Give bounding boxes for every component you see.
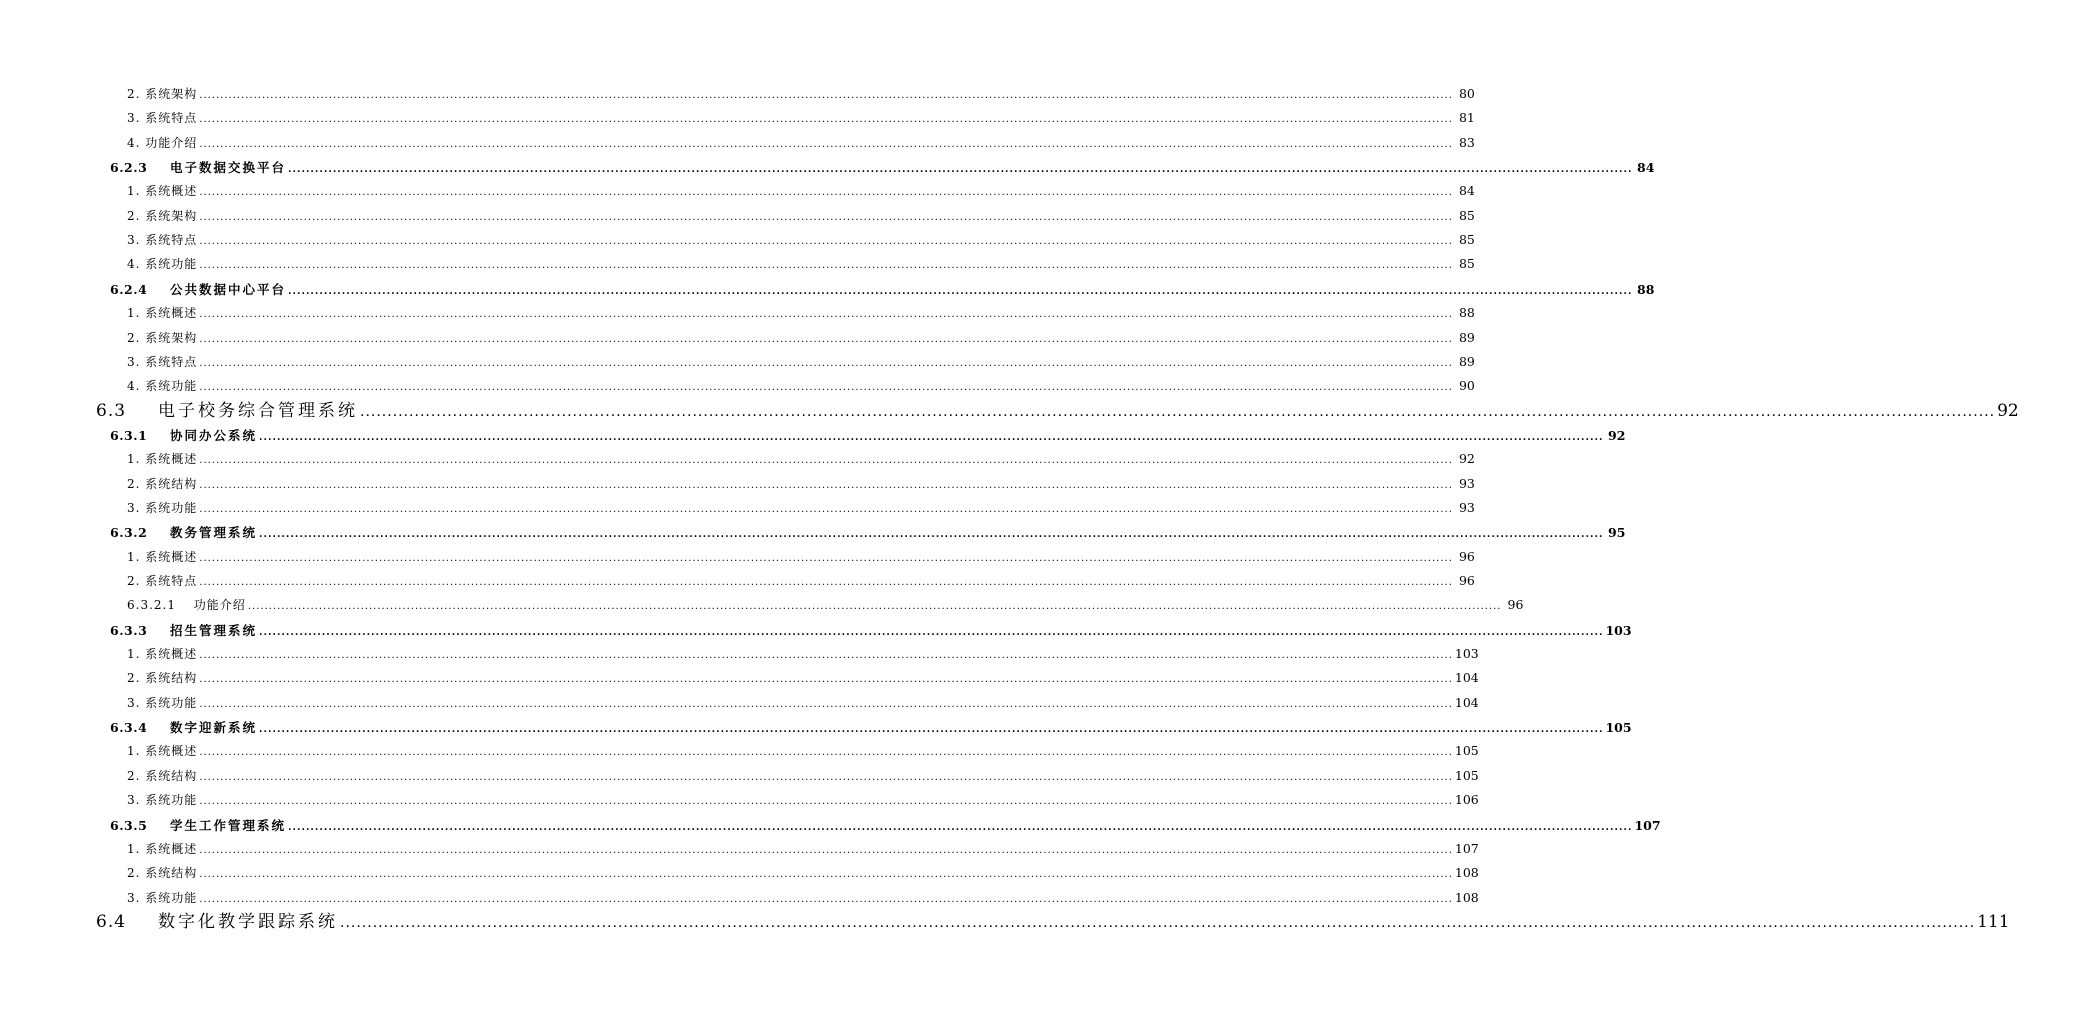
toc-page-number: 83 [1458, 134, 1475, 150]
toc-entry-label: 3. 系统功能 [127, 793, 198, 808]
toc-entry[interactable] [0, 280, 1655, 298]
toc-entry[interactable] [0, 396, 2019, 421]
toc-entry-number: 6.3.4 [110, 720, 148, 736]
toc-page-number: 105 [1454, 743, 1479, 759]
toc-entry[interactable] [0, 353, 1475, 370]
toc-entry[interactable] [0, 499, 1475, 516]
toc-dot-leader: ............................................................................................................................................................................................................................................................................................................ [199, 552, 1453, 564]
toc-entry-label [0, 907, 338, 932]
toc-dot-leader: ............................................................................................................................................................................................................................................................................................................ [199, 309, 1453, 321]
toc-page-number: 111 [1977, 911, 2010, 932]
toc-entry[interactable] [0, 718, 1632, 736]
toc-entry-title: 公共数据中心平台 [170, 281, 287, 297]
toc-entry-title: 学生工作管理系统 [170, 817, 287, 833]
toc-page-number: 84 [1458, 183, 1475, 199]
toc-entry-number: 6.3.1 [110, 427, 148, 443]
toc-dot-leader: ............................................................................................................................................................................................................................................................................................................ [199, 114, 1453, 126]
toc-entry[interactable] [0, 907, 2010, 932]
toc-entry[interactable] [0, 207, 1475, 224]
toc-entry[interactable] [0, 158, 1655, 176]
toc-dot-leader: ............................................................................................................................................................................................................................................................................................................ [199, 333, 1453, 345]
toc-dot-leader: ............................................................................................................................................................................................................................................................................................................ [360, 403, 1996, 420]
toc-page-number: 96 [1458, 573, 1475, 588]
toc-dot-leader: ............................................................................................................................................................................................................................................................................................................ [288, 285, 1633, 297]
toc-page-number: 85 [1458, 207, 1475, 223]
toc-entry-number: 6.3.5 [110, 817, 148, 833]
toc-entry-title: 数字化教学跟踪系统 [158, 911, 338, 932]
toc-entry[interactable] [0, 572, 1475, 589]
toc-dot-leader: ............................................................................................................................................................................................................................................................................................................ [199, 747, 1453, 759]
toc-dot-leader: ............................................................................................................................................................................................................................................................................................................ [199, 503, 1453, 515]
toc-dot-leader: ............................................................................................................................................................................................................................................................................................................ [259, 724, 1604, 736]
toc-entry-title: 教务管理系统 [170, 525, 258, 541]
toc-entry-label: 2. 系统结构 [127, 768, 198, 783]
toc-entry-label: 1. 系统概述 [127, 647, 198, 662]
toc-entry[interactable] [0, 742, 1479, 759]
toc-entry[interactable] [0, 596, 1524, 613]
toc-entry-label: 1. 系统概述 [127, 452, 198, 467]
toc-dot-leader: ............................................................................................................................................................................................................................................................................................................ [288, 821, 1633, 833]
toc-dot-leader: ............................................................................................................................................................................................................................................................................................................ [199, 771, 1453, 783]
toc-entry[interactable] [0, 767, 1479, 784]
toc-page-number: 85 [1458, 232, 1475, 248]
toc-entry-label: 2. 系统结构 [127, 476, 198, 491]
toc-page-number: 89 [1458, 329, 1475, 345]
toc-dot-leader: ............................................................................................................................................................................................................................................................................................................ [199, 260, 1453, 272]
toc-dot-leader: ............................................................................................................................................................................................................................................................................................................ [199, 90, 1453, 101]
toc-entry-label [0, 621, 257, 639]
toc-entry-label: 1. 系统概述 [127, 184, 198, 199]
toc-dot-leader: ............................................................................................................................................................................................................................................................................................................ [199, 455, 1453, 467]
toc-entry[interactable] [0, 475, 1475, 492]
toc-entry-label: 1. 系统概述 [127, 744, 198, 759]
toc-entry[interactable] [0, 840, 1479, 857]
toc-dot-leader: ............................................................................................................................................................................................................................................................................................................ [199, 796, 1453, 808]
toc-entry-label: 3. 系统特点 [127, 233, 198, 248]
toc-entry-label: 3. 系统功能 [127, 500, 198, 515]
toc-page-number: 103 [1605, 622, 1632, 638]
toc-entry[interactable] [0, 621, 1632, 639]
toc-dot-leader: ............................................................................................................................................................................................................................................................................................................ [259, 626, 1604, 638]
toc-entry-label: 4. 功能介绍 [127, 135, 198, 150]
toc-page-number: 108 [1454, 865, 1479, 881]
toc-entry-label: 2. 系统结构 [127, 866, 198, 881]
toc-entry-number: 6.3.3 [110, 622, 148, 638]
toc-page-number: 92 [1458, 451, 1475, 467]
toc-dot-leader: ............................................................................................................................................................................................................................................................................................................ [259, 529, 1604, 541]
toc-entry-label: 1. 系统概述 [127, 549, 198, 564]
toc-page-number: 92 [1997, 400, 2019, 421]
toc-entry-number: 6.3 [96, 400, 127, 421]
toc-entry-label [0, 718, 257, 736]
toc-entry-label [0, 426, 257, 444]
toc-entry[interactable] [0, 694, 1479, 711]
toc-entry-number: 6.4 [96, 911, 127, 932]
toc-entry-title: 电子校务综合管理系统 [158, 400, 358, 421]
toc-entry[interactable] [0, 816, 1661, 834]
toc-entry-number: 6.3.2 [110, 525, 148, 541]
toc-page-number: 93 [1458, 475, 1475, 491]
toc-page-number: 107 [1634, 817, 1661, 833]
toc-page-number: 96 [1507, 597, 1524, 613]
toc-entry-label [0, 158, 286, 176]
toc-dot-leader: ............................................................................................................................................................................................................................................................................................................ [199, 893, 1453, 905]
toc-entry[interactable] [0, 645, 1479, 662]
toc-page-number: 93 [1458, 499, 1475, 515]
toc-page-number: 88 [1637, 281, 1655, 297]
toc-entry[interactable] [0, 791, 1479, 808]
toc-entry-label: 2. 系统架构 [127, 87, 198, 101]
toc-page-number: 95 [1608, 525, 1626, 541]
toc-page-number: 80 [1458, 86, 1475, 101]
toc-page-number: 104 [1454, 670, 1479, 686]
toc-entry-label [0, 816, 286, 834]
toc-page-number: 96 [1458, 548, 1475, 564]
toc-page-number: 88 [1458, 305, 1475, 321]
toc-page-number: 89 [1458, 353, 1475, 369]
toc-dot-leader: ............................................................................................................................................................................................................................................................................................................ [199, 357, 1453, 369]
toc-dot-leader: ............................................................................................................................................................................................................................................................................................................ [199, 844, 1453, 856]
toc-entry-label: 6.3.2.1 功能介绍 [127, 598, 246, 613]
toc-entry-label: 1. 系统概述 [127, 841, 198, 856]
toc-dot-leader: ............................................................................................................................................................................................................................................................................................................ [199, 674, 1453, 686]
toc-entry-label [0, 280, 286, 298]
toc-entry[interactable] [0, 134, 1475, 151]
toc-entry-label: 4. 系统功能 [127, 379, 198, 394]
toc-entry[interactable] [0, 255, 1475, 272]
toc-page-number: 105 [1454, 767, 1479, 783]
toc-entry-label: 4. 系统功能 [127, 257, 198, 272]
toc-dot-leader: ............................................................................................................................................................................................................................................................................................................ [199, 479, 1453, 491]
toc-entry[interactable] [0, 304, 1475, 321]
toc-entry-number: 6.2.3 [110, 160, 148, 176]
toc-entry[interactable] [0, 450, 1475, 467]
toc-dot-leader: ............................................................................................................................................................................................................................................................................................................ [199, 187, 1453, 199]
toc-entry[interactable] [0, 231, 1475, 248]
toc-page-number: 107 [1454, 840, 1479, 856]
toc-entry-label: 1. 系统概述 [127, 306, 198, 321]
toc-entry[interactable] [0, 864, 1479, 881]
toc-entry-label: 2. 系统架构 [127, 208, 198, 223]
toc-entry[interactable] [0, 329, 1475, 346]
toc-dot-leader: ............................................................................................................................................................................................................................................................................................................ [340, 914, 1976, 931]
toc-dot-leader: ............................................................................................................................................................................................................................................................................................................ [199, 382, 1453, 394]
toc-dot-leader: ............................................................................................................................................................................................................................................................................................................ [199, 869, 1453, 881]
toc-dot-leader: ............................................................................................................................................................................................................................................................................................................ [199, 211, 1453, 223]
toc-dot-leader: ............................................................................................................................................................................................................................................................................................................ [259, 431, 1604, 443]
toc-page-number: 105 [1605, 720, 1632, 736]
toc-entry-label: 2. 系统特点 [127, 574, 198, 588]
toc-page-number: 90 [1458, 378, 1475, 394]
toc-page-number: 104 [1454, 694, 1479, 710]
toc-entry-title: 招生管理系统 [170, 622, 258, 638]
toc-entry-label: 3. 系统功能 [127, 890, 198, 905]
toc-entry-title: 数字迎新系统 [170, 720, 258, 736]
toc-entry[interactable] [0, 85, 1475, 102]
toc-entry-title: 电子数据交换平台 [170, 160, 287, 176]
toc-dot-leader: ............................................................................................................................................................................................................................................................................................................ [247, 601, 1502, 613]
toc-entry-label: 3. 系统功能 [127, 695, 198, 710]
toc-page-number: 108 [1454, 889, 1479, 905]
toc-entry-label [0, 523, 257, 541]
toc-entry[interactable] [0, 889, 1479, 906]
toc-dot-leader: ............................................................................................................................................................................................................................................................................................................ [199, 138, 1453, 150]
toc-entry-label: 3. 系统特点 [127, 111, 198, 126]
toc-entry-number: 6.2.4 [110, 281, 148, 297]
toc-entry-label: 2. 系统架构 [127, 330, 198, 345]
toc-entry-label: 3. 系统特点 [127, 354, 198, 369]
toc-page-number: 81 [1458, 110, 1475, 126]
toc-entry[interactable] [0, 182, 1475, 199]
toc-entry[interactable] [0, 109, 1475, 126]
toc-page-number: 106 [1454, 792, 1479, 808]
toc-entry[interactable] [0, 377, 1475, 394]
toc-entry[interactable] [0, 548, 1475, 565]
toc-dot-leader: ............................................................................................................................................................................................................................................................................................................ [199, 577, 1453, 588]
toc-page-number: 92 [1608, 427, 1626, 443]
toc-page-number: 85 [1458, 256, 1475, 272]
toc-entry-label: 2. 系统结构 [127, 671, 198, 686]
toc-dot-leader: ............................................................................................................................................................................................................................................................................................................ [199, 236, 1453, 248]
toc-page-number: 84 [1637, 160, 1655, 176]
toc-page-number: 103 [1454, 646, 1479, 662]
toc-dot-leader: ............................................................................................................................................................................................................................................................................................................ [199, 698, 1453, 710]
toc-dot-leader: ............................................................................................................................................................................................................................................................................................................ [288, 164, 1633, 176]
toc-entry[interactable] [0, 669, 1479, 686]
toc-entry[interactable] [0, 426, 1626, 444]
toc-entry-title: 协同办公系统 [170, 427, 258, 443]
toc-entry-label [0, 396, 358, 421]
toc-entry[interactable] [0, 523, 1626, 541]
toc-dot-leader: ............................................................................................................................................................................................................................................................................................................ [199, 650, 1453, 662]
